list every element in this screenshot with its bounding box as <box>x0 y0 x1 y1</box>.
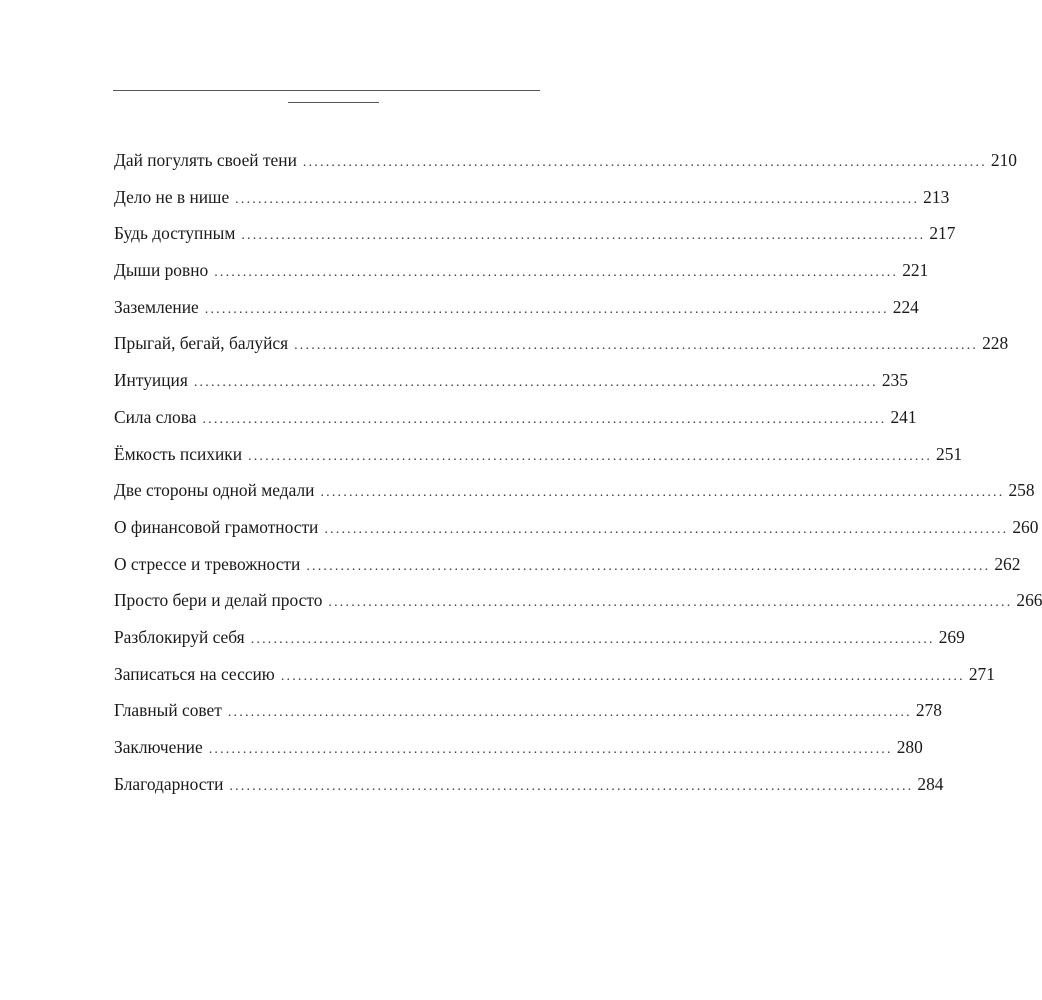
toc-entry-title: Просто бери и делай просто <box>114 590 323 611</box>
dot-leader: ........................................................................................................................ <box>248 448 933 464</box>
toc-entry[interactable] <box>114 692 942 729</box>
dot-leader: ........................................................................................................................ <box>229 778 914 794</box>
toc-entry-page: 217 <box>929 223 956 244</box>
toc-entry-page: 269 <box>938 626 965 647</box>
toc-entry-title: Будь доступным <box>114 223 236 244</box>
dot-leader: ........................................................................................................................ <box>250 631 935 647</box>
table-of-contents <box>114 142 1042 802</box>
toc-entry[interactable] <box>114 362 908 399</box>
toc-entry-page: 260 <box>1012 516 1039 537</box>
toc-entry-page: 278 <box>915 700 942 721</box>
toc-entry-title: Разблокируй себя <box>114 626 245 647</box>
dot-leader: ........................................................................................................................ <box>320 485 1005 501</box>
toc-entry[interactable] <box>114 399 917 436</box>
toc-entry[interactable] <box>114 656 995 693</box>
toc-entry[interactable] <box>114 472 1035 509</box>
toc-entry-title: Благодарности <box>114 773 224 794</box>
toc-entry-page: 241 <box>890 406 917 427</box>
dot-leader: ........................................................................................................................ <box>235 191 920 207</box>
toc-entry[interactable] <box>114 252 929 289</box>
dot-leader: ........................................................................................................................ <box>193 375 878 391</box>
header-rule <box>113 90 540 91</box>
toc-entry-title: Заземление <box>114 296 199 317</box>
toc-entry[interactable] <box>114 142 1017 179</box>
toc-entry-title: Дай погулять своей тени <box>114 150 297 170</box>
dot-leader: ........................................................................................................................ <box>302 155 987 170</box>
toc-entry[interactable] <box>114 325 1009 362</box>
toc-entry[interactable] <box>114 729 923 766</box>
header-short-rule <box>288 102 379 103</box>
toc-entry-page: 251 <box>936 443 963 464</box>
toc-entry[interactable] <box>114 179 950 216</box>
toc-entry-page: 271 <box>968 663 995 684</box>
dot-leader: ........................................................................................................................ <box>280 668 965 684</box>
dot-leader: ........................................................................................................................ <box>328 595 1013 611</box>
dot-leader: ........................................................................................................................ <box>324 521 1009 537</box>
toc-entry[interactable] <box>114 509 1039 546</box>
toc-entry[interactable] <box>114 546 1021 583</box>
toc-entry[interactable] <box>114 215 956 252</box>
dot-leader: ........................................................................................................................ <box>294 338 979 354</box>
toc-entry-title: Дело не в нише <box>114 186 230 207</box>
dot-leader: ........................................................................................................................ <box>214 265 899 281</box>
toc-entry-page: 210 <box>990 150 1017 170</box>
toc-entry-page: 224 <box>892 296 919 317</box>
dot-leader: ........................................................................................................................ <box>241 228 926 244</box>
dot-leader: ........................................................................................................................ <box>204 301 889 317</box>
toc-entry-title: Две стороны одной медали <box>114 480 315 501</box>
toc-entry-page: 235 <box>881 370 908 391</box>
toc-entry-page: 228 <box>982 333 1009 354</box>
toc-entry-title: О стрессе и тревожности <box>114 553 301 574</box>
toc-entry-title: Сила слова <box>114 406 197 427</box>
toc-entry[interactable] <box>114 619 965 656</box>
toc-entry-title: Ёмкость психики <box>114 443 243 464</box>
toc-entry-title: Дыши ровно <box>114 260 209 281</box>
toc-entry-title: Заключение <box>114 737 203 757</box>
dot-leader: ........................................................................................................................ <box>306 558 991 574</box>
toc-entry-page: 280 <box>896 737 923 757</box>
toc-entry[interactable] <box>114 436 963 473</box>
toc-entry[interactable] <box>114 582 1042 619</box>
dot-leader: ........................................................................................................................ <box>202 411 887 427</box>
toc-entry-page: 284 <box>917 773 944 794</box>
toc-entry[interactable] <box>114 766 944 803</box>
toc-entry[interactable] <box>114 289 919 326</box>
dot-leader: ........................................................................................................................ <box>227 705 912 721</box>
toc-entry-page: 221 <box>902 260 929 281</box>
toc-entry-page: 258 <box>1008 480 1035 501</box>
toc-entry-title: Прыгай, бегай, балуйся <box>114 333 289 354</box>
toc-entry-page: 266 <box>1016 590 1042 611</box>
toc-entry-title: Записаться на сессию <box>114 663 275 684</box>
toc-entry-page: 213 <box>923 186 950 207</box>
toc-entry-title: О финансовой грамотности <box>114 516 319 537</box>
dot-leader: ........................................................................................................................ <box>208 742 893 757</box>
toc-entry-page: 262 <box>994 553 1021 574</box>
toc-entry-title: Главный совет <box>114 700 222 721</box>
toc-entry-title: Интуиция <box>114 370 188 391</box>
